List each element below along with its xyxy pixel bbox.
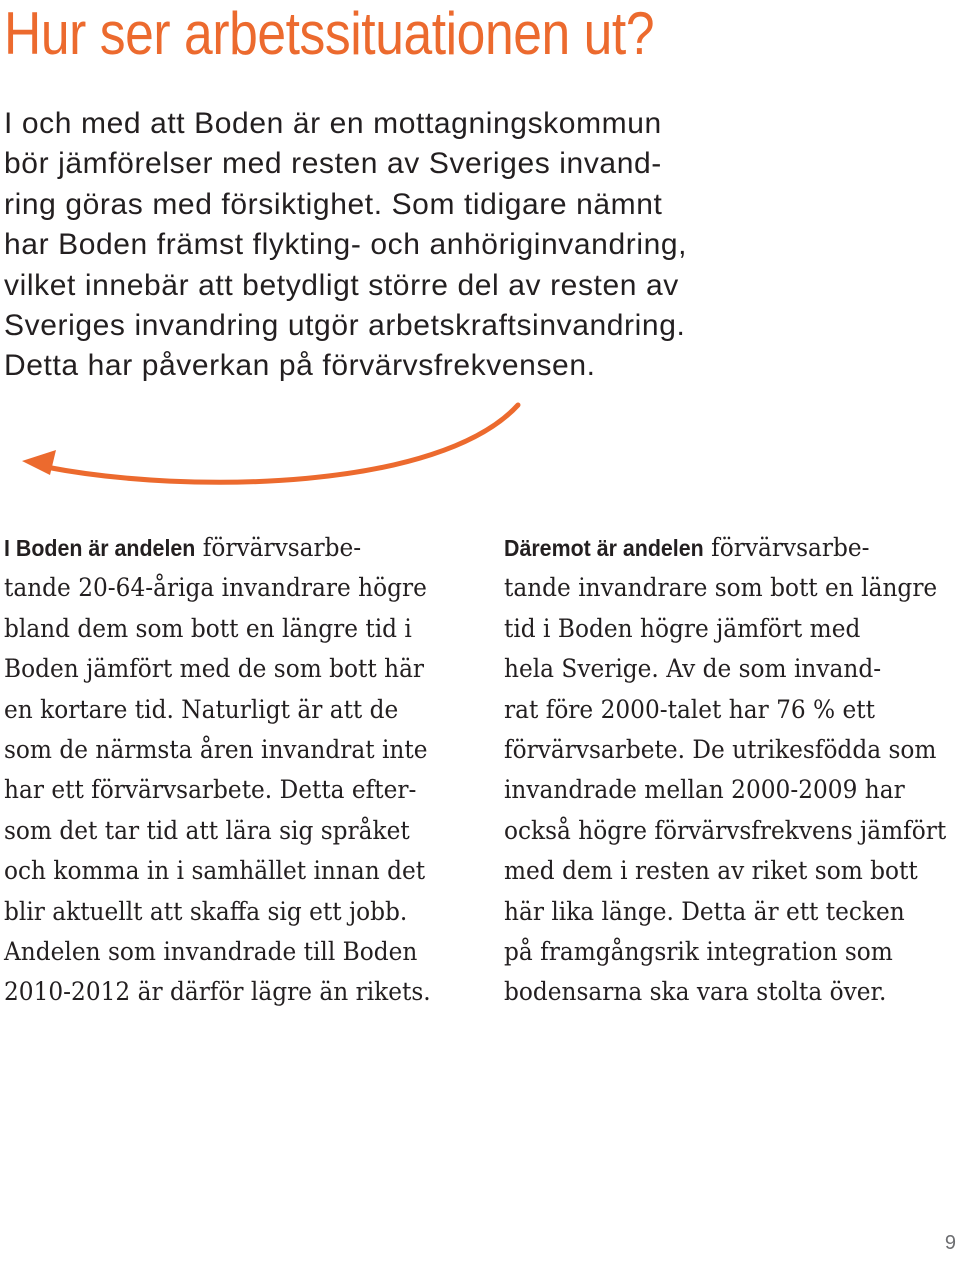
right-column-line: förvärvsarbete. De utrikesfödda som bbox=[504, 735, 937, 765]
right-column-first-line bbox=[504, 528, 923, 568]
left-column-first-line bbox=[4, 528, 441, 568]
right-column-lead: Däremot är andelen bbox=[504, 535, 704, 561]
left-column-line: och komma in i samhället innan det bbox=[4, 856, 426, 886]
right-column-line: rat före 2000-talet har 76 % ett bbox=[504, 694, 875, 724]
intro-line: har Boden främst flykting- och anhöriginvandring, bbox=[4, 228, 688, 262]
right-column-line: bodensarna ska vara stolta över. bbox=[504, 977, 887, 1007]
left-column bbox=[4, 528, 474, 1013]
left-column-line: bland dem som bott en längre tid i bbox=[4, 613, 412, 643]
intro-line: ring göras med försiktighet. Som tidigare nämnt bbox=[4, 187, 663, 221]
intro-paragraph bbox=[4, 104, 804, 387]
left-column-line: Andelen som invandrade till Boden bbox=[4, 937, 418, 967]
left-column-line: som de närmsta åren invandrat inte bbox=[4, 735, 428, 765]
left-column-lead: I Boden är andelen bbox=[4, 535, 196, 561]
intro-line: vilket innebär att betydligt större del av resten av bbox=[4, 268, 679, 302]
right-column bbox=[504, 528, 954, 1013]
intro-line: bör jämförelser med resten av Sveriges invand- bbox=[4, 147, 662, 181]
right-column-line: tande invandrare som bott en längre bbox=[504, 573, 938, 603]
curved-arrow-left-icon bbox=[0, 395, 540, 495]
left-column-first-line-rest: förvärvsarbe- bbox=[195, 533, 362, 562]
left-column-line: tande 20-64-åriga invandrare högre bbox=[4, 573, 427, 603]
intro-line: I och med att Boden är en mottagningskommun bbox=[4, 107, 662, 140]
right-column-line: på framgångsrik integration som bbox=[504, 937, 893, 967]
left-column-line: en kortare tid. Naturligt är att de bbox=[4, 694, 399, 724]
right-column-line: också högre förvärvsfrekvens jämfört bbox=[504, 815, 947, 845]
page-number: 9 bbox=[944, 1232, 956, 1254]
intro-line: Detta har påverkan på förvärvsfrekvensen. bbox=[4, 349, 596, 383]
right-column-first-line-rest: förvärvsarbe- bbox=[703, 533, 870, 562]
left-column-line: 2010-2012 är därför lägre än rikets. bbox=[4, 977, 431, 1007]
right-column-line: invandrade mellan 2000-2009 har bbox=[504, 775, 905, 805]
left-column-line: som det tar tid att lära sig språket bbox=[4, 815, 410, 845]
right-column-line: tid i Boden högre jämfört med bbox=[504, 613, 861, 643]
right-column-line: med dem i resten av riket som bott bbox=[504, 856, 918, 886]
right-column-line: hela Sverige. Av de som invand- bbox=[504, 654, 882, 684]
left-column-line: blir aktuellt att skaffa sig ett jobb. bbox=[4, 896, 408, 926]
left-column-line: Boden jämfört med de som bott här bbox=[4, 654, 425, 684]
right-column-line: här lika länge. Detta är ett tecken bbox=[504, 896, 905, 926]
page-title: Hur ser arbetssituationen ut? bbox=[4, 0, 655, 67]
intro-line: Sveriges invandring utgör arbetskraftsinvandring. bbox=[4, 309, 686, 343]
left-column-line: har ett förvärvsarbete. Detta efter- bbox=[4, 775, 417, 805]
